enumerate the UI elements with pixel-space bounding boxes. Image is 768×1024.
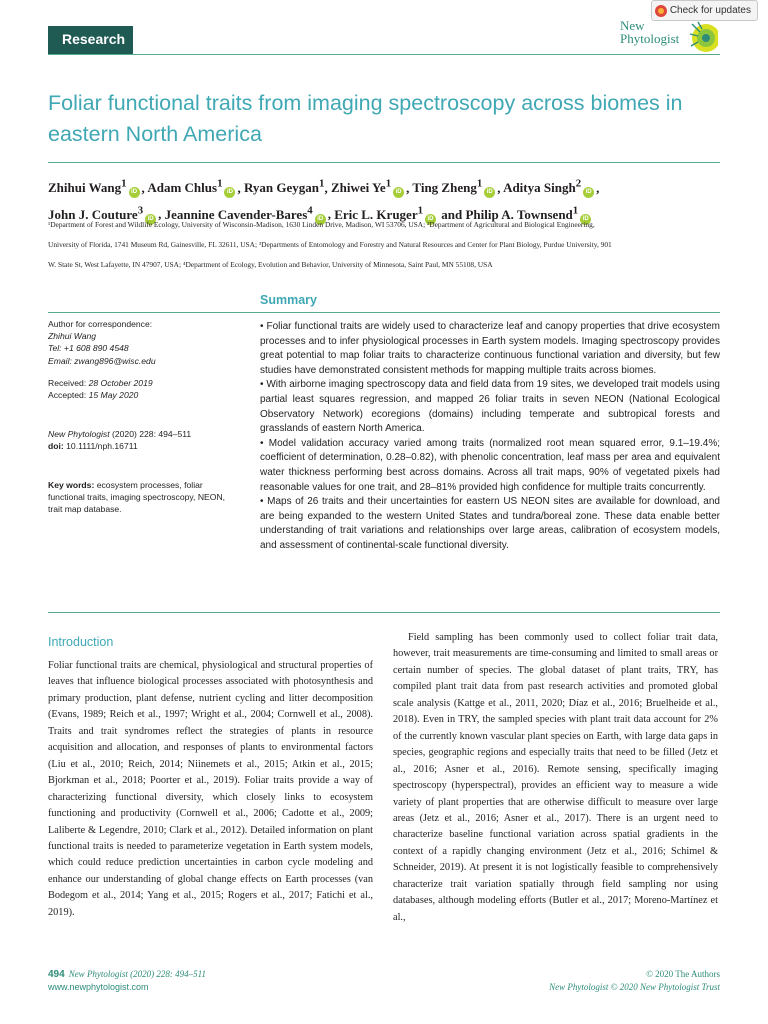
footer-url[interactable]: www.newphytologist.com bbox=[48, 982, 149, 992]
dates-block bbox=[48, 377, 238, 401]
footer-left bbox=[48, 968, 206, 994]
correspondence-name: Zhihui Wang bbox=[48, 331, 97, 342]
doi-label: doi: bbox=[48, 441, 64, 452]
correspondence-label: Author for correspondence: bbox=[48, 319, 153, 329]
body-column-left bbox=[48, 658, 373, 921]
affiliations bbox=[48, 215, 720, 275]
author[interactable]: John J. Couture$^3$ bbox=[48, 204, 144, 222]
keywords-text: ecosystem processes, foliar functional traits, imaging spectroscopy, NEON, trait map database. bbox=[48, 480, 226, 515]
affiliation-line: W. State St, West Lafayette, IN 47907, USA; ⁴Department of Ecology, Evolution and Behavior, University of Minnesota, Saint Paul, MN 55108, USA bbox=[48, 260, 493, 269]
affiliation-line: University of Florida, 1741 Museum Rd, Gainesville, FL 32611, USA; ³Departments of Entomology and Forestry and Natural Resources and Center for Plant Biology, Purdue University, 901 bbox=[48, 240, 612, 249]
header-rule bbox=[48, 54, 720, 55]
check-for-updates-label: Check for updates bbox=[669, 5, 751, 16]
author[interactable]: Adam Chlus$^1$ bbox=[147, 178, 223, 196]
footer-copyright-trust: New Phytologist © 2020 New Phytologist Trust bbox=[549, 982, 720, 992]
author[interactable]: Eric L. Kruger$^1$ bbox=[334, 204, 424, 222]
received-label: Received: bbox=[48, 378, 87, 388]
footer-right bbox=[549, 968, 720, 994]
orcid-icon[interactable]: iD bbox=[583, 187, 594, 198]
orcid-icon[interactable]: iD bbox=[484, 187, 495, 198]
check-for-updates-button[interactable] bbox=[651, 0, 758, 21]
summary-bottom-rule bbox=[48, 612, 720, 613]
orcid-icon[interactable]: iD bbox=[224, 187, 235, 198]
summary-bullet: • Maps of 26 traits and their uncertainties for eastern US NEON sites are available for download, and are being expanded to the western United States and tundra/boreal zone. These data enable better understanding of trait variations and relationships over large areas, calibration of ecosystem models, and assessment of continental-scale functional diversity. bbox=[260, 496, 720, 551]
summary-heading: Summary bbox=[260, 293, 317, 307]
summary-bullet: • With airborne imaging spectroscopy data and field data from 19 sites, we developed trait models using partial least squares regression, and mapped 26 foliar traits in seven NEON (National Ecological Observatory Network) ecoregions (domains) including temperate and subtropical forests and grasslands of eastern North America. bbox=[260, 379, 720, 435]
author[interactable]: Aditya Singh$^2$ bbox=[503, 178, 582, 196]
intro-paragraph: Foliar functional traits are chemical, physiological and structural properties of leaves that influence biological processes associated with photosynthesis and primary production, plant defense, nutrient cycling and litter decomposition (Evans, 1989; Reich et al., 1997; Wright et al., 2004; Cornwell et al., 2008). Traits and trait syndromes reflect the strategies of plants in resource acquisition and allocation, and responses of plants to environmental factors (Liu et al., 2010; Reich, 2014; Niinemets et al., 2015; Atkin et al., 2015; Bjorkman et al., 2018; Poorter et al., 2019). Foliar traits provide a way of characterizing functional diversity, which closely links to ecosystem functioning and productivity (Cornwell et al., 2006; Cadotte et al., 2009; Laliberte & Legendre, 2010; Clark et al., 2012). Detailed information on plant functional traits is needed to parameterize vegetation in Earth system models, which could reduce prediction uncertainties in carbon cycle modeling and enhance our understanding of global change effects on Earth processes (van Bodegom et al., 2014; Yang et al., 2015; Rogers et al., 2017; Fatichi et al., 2019). bbox=[48, 660, 373, 918]
footer-citation: New Phytologist (2020) 228: 494–511 bbox=[68, 969, 207, 979]
page-number: 494 bbox=[48, 969, 65, 980]
introduction-heading: Introduction bbox=[48, 635, 114, 649]
doi-link[interactable]: 10.1111/nph.16711 bbox=[66, 441, 138, 452]
title-rule bbox=[48, 162, 720, 163]
orcid-icon[interactable]: iD bbox=[129, 187, 140, 198]
footer-copyright: © 2020 The Authors bbox=[646, 969, 720, 979]
correspondence-block bbox=[48, 318, 238, 367]
orcid-icon[interactable]: iD bbox=[393, 187, 404, 198]
article-title: Foliar functional traits from imaging spectroscopy across biomes in eastern North America bbox=[48, 91, 683, 146]
accepted-date: 15 May 2020 bbox=[88, 390, 139, 401]
orcid-icon[interactable]: iD bbox=[315, 214, 326, 225]
author[interactable]: Zhiwei Ye$^1$ bbox=[330, 178, 392, 196]
author-line-1: Zhihui Wang$^1$iD , Adam Chlus$^1$iD , Ryan Geygan$^1$, Zhiwei Ye$^1$iD , Ting Zheng$^1$iD , Aditya Singh$^2$iD , bbox=[48, 173, 720, 199]
new-phytologist-sun-icon bbox=[680, 20, 718, 54]
journal-name-line1: New bbox=[620, 18, 645, 33]
accepted-label: Accepted: bbox=[48, 390, 87, 401]
correspondence-email[interactable]: Email: zwang896@wisc.edu bbox=[48, 355, 156, 366]
orcid-icon[interactable]: iD bbox=[425, 214, 436, 225]
author[interactable]: and Philip A. Townsend$^1$ bbox=[441, 204, 579, 222]
author[interactable]: Ting Zheng$^1$ bbox=[412, 178, 483, 196]
summary-bullet: • Foliar functional traits are widely used to characterize leaf and canopy properties that drive ecosystem processes and to infer physiological processes in Earth system models. Imaging spectroscopy provides great potential to map foliar traits to characterize continuous functional variation and diversity, but few studies have demonstrated consistent methods for mapping multiple traits across biomes. bbox=[260, 321, 720, 376]
intro-paragraph: Field sampling has been commonly used to collect foliar trait data, however, trait measurements are time-consuming and limited to small areas or certain number of species. The global dataset of plant traits, TRY, has compiled plant trait data from past research activities and promoted global scale analysis (Kattge et al., 2011, 2020; Díaz et al., 2016; Bruelheide et al., 2018). Even in TRY, the sampled species with plant trait data account for 2% of the currently known vascular plant species on Earth, with large data gaps in species, geographic regions and especially traits that need to be filled (Jetz et al., 2016; Asner et al., 2016). Remote sensing, specifically imaging spectroscopy (hyperspectral), provides an efficient way to measure a wide variety of plant properties that are otherwise difficult to measure over large areas (Jetz et al., 2016; Asner et al., 2017). There is an urgent need to characterize baseline functional variation across spatial gradients in the context of a rapidly changing environment (Jetz et al., 2016; Schimel & Schneider, 2019). At present it is not logistically feasible to comprehensively characterize trait variation spatially through field sampling nor using databases, although modeling efforts (Butler et al., 2017; Moreno-Martínez et al., bbox=[393, 632, 718, 923]
orcid-icon[interactable]: iD bbox=[145, 214, 156, 225]
author[interactable]: Jeannine Cavender-Bares$^4$ bbox=[164, 204, 313, 222]
orcid-icon[interactable]: iD bbox=[580, 214, 591, 225]
update-icon bbox=[655, 5, 667, 17]
affiliation-line: ¹Department of Forest and Wildlife Ecology, University of Wisconsin-Madison, 1630 Linden Drive, Madison, WI 53706, USA; ²Department of Agricultural and Biological Engineering, bbox=[48, 220, 595, 229]
journal-name-line2: Phytologist bbox=[620, 31, 680, 46]
body-column-right bbox=[393, 630, 718, 926]
received-date: 28 October 2019 bbox=[88, 378, 153, 388]
summary-rule bbox=[48, 312, 720, 313]
author[interactable]: Ryan Geygan$^1$ bbox=[243, 178, 325, 196]
keywords-label: Key words: bbox=[48, 480, 95, 490]
author-line-2: John J. Couture$^3$iD , Jeannine Cavender-Bares$^4$iD , Eric L. Kruger$^1$iD and Philip A. Townsend$^1$iD bbox=[48, 199, 720, 225]
citation-volume: (2020) 228: 494–511 bbox=[112, 429, 192, 439]
correspondence-tel: Tel: +1 608 890 4548 bbox=[48, 343, 129, 354]
section-label: Research bbox=[62, 31, 126, 47]
summary-bullet: • Model validation accuracy varied among traits (normalized root mean squared error, 9.1–19.4%; coefficient of determination, 0.28–0.82), with phenolic concentration, leaf mass per area and equivalent water thickness performing best across domains. Across all trait maps, 90% of vegetated pixels had reasonable values for one trait, and 28–81% provided high confidence for multiple traits concurrently. bbox=[260, 437, 720, 493]
summary-bullets bbox=[260, 320, 720, 554]
citation-journal: New Phytologist bbox=[48, 429, 110, 439]
citation-block bbox=[48, 428, 238, 452]
section-tab bbox=[48, 26, 133, 54]
author[interactable]: Zhihui Wang$^1$ bbox=[48, 178, 127, 196]
keywords-block bbox=[48, 479, 238, 516]
journal-logo bbox=[620, 19, 679, 45]
